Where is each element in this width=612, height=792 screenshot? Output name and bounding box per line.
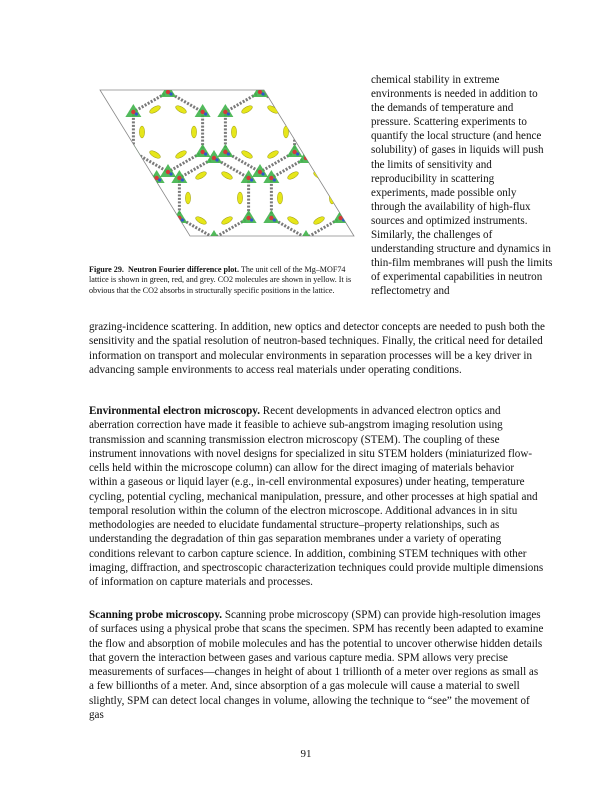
figure-caption-text: The unit cell of the Mg–MOF74 lattice is shown in green, red, and grey. CO2 molecules are shown in yellow. It is obvious that the CO2 absorbs in structurally specific positions in the lattice. bbox=[89, 265, 352, 295]
oxygen-atom bbox=[292, 110, 296, 114]
oxygen-atom bbox=[120, 236, 124, 240]
carbon-atom bbox=[261, 172, 264, 175]
carbon-atom bbox=[273, 218, 276, 221]
page-number: 91 bbox=[300, 748, 312, 760]
co2-molecule bbox=[103, 215, 116, 226]
oxygen-atom bbox=[88, 216, 90, 220]
mof-lattice-plot bbox=[88, 80, 360, 262]
carbon-atom bbox=[215, 158, 218, 161]
environmental-em-paragraph bbox=[89, 404, 545, 589]
carbon-atom bbox=[273, 178, 276, 181]
metal-node bbox=[88, 170, 95, 183]
co2-molecule bbox=[139, 126, 144, 138]
figure-29-image bbox=[88, 80, 360, 262]
figure-caption-label: Figure 29. Neutron Fourier difference plot. bbox=[89, 265, 240, 274]
co2-molecule bbox=[129, 170, 142, 181]
carbon-atom bbox=[158, 218, 161, 221]
figure-caption bbox=[89, 265, 357, 296]
carbon-atom bbox=[89, 178, 92, 181]
carbon-atom bbox=[227, 152, 230, 155]
metal-node bbox=[114, 150, 130, 163]
carbon-atom bbox=[307, 238, 310, 241]
environmental-em-heading: Environmental electron microscopy. bbox=[89, 405, 261, 417]
environmental-em-text: Recent developments in advanced electron optics and aberration correction have made it feasible to achieve sub-angstrom imaging resolution using transmission and scanning transmission electron microscopy (STEM). The coupling of these instrument innovations with novel designs for specialized in situ STEM holders (miniaturized flow-cells held within the microscope column) can allow for the direct imaging of materials behavior within a gaseous or liquid layer (e.g., in-cell environmental exposures) under heating, temperature cycling, potential cycling, mechanical manipulation, pressure, and other processes at high spatial and temporal resolution within the column of the electron microscope. Additional advances in in situ methodologies are needed to elucidate fundamental structure–property relationships, such as understanding the degradation of thin gas separation membranes under a variety of operating conditions relevant to carbon capture science. In addition, combining STEM techniques with other imaging, diffraction, and spectroscopic characterization techniques could provide multiple dimensions of information on capture materials and processes. bbox=[89, 405, 544, 588]
oxygen-atom bbox=[154, 216, 158, 220]
carbon-atom bbox=[250, 218, 253, 221]
carbon-atom bbox=[89, 218, 92, 221]
co2-molecule bbox=[231, 126, 236, 138]
scanning-probe-text: Scanning probe microscopy (SPM) can provide high-resolution images of surfaces using a physical probe that scans the specimen. SPM has recently been adapted to examine the flow and absorption of mobile molecules and has the potential to uncover otherwise hidden details that govern the interaction between gases and various capture media. SPM allows very precise measurements of surfaces—changes in height of about 1 trillionth of a meter over regions as small as a few billionths of a meter. And, since absorption of a gas molecule will cause a material to swell slightly, SPM can detect local changes in volume, allowing the technique to “see” the movement of gas bbox=[89, 609, 544, 721]
carbon-atom bbox=[215, 238, 218, 241]
carbon-atom bbox=[342, 178, 345, 181]
oxygen-atom bbox=[304, 236, 308, 240]
oxygen-atom bbox=[120, 156, 124, 160]
carbon-atom bbox=[250, 178, 253, 181]
co2-molecule bbox=[283, 126, 288, 138]
carbon-atom bbox=[123, 158, 126, 161]
carbon-atom bbox=[135, 112, 138, 115]
carbon-atom bbox=[204, 152, 207, 155]
carbon-atom bbox=[169, 172, 172, 175]
carbon-atom bbox=[296, 112, 299, 115]
carbon-atom bbox=[158, 178, 161, 181]
oxygen-atom bbox=[338, 176, 342, 180]
co2-molecule bbox=[329, 192, 334, 204]
metal-node bbox=[287, 104, 303, 117]
scanning-probe-heading: Scanning probe microscopy. bbox=[89, 609, 223, 621]
right-column-paragraph: chemical stability in extreme environments is needed in addition to the demands of temperature and pressure. Scattering experiments to quantify the local structure (and hence solubility) of gases in liquids will push the limits of sensitivity and reproducibility in scattering experiments, made possible only through the availability of high-flux sources and optimized instruments. Similarly, the challenges of understanding structure and dynamics in thin-film membranes will push the limits of experimental capabilities in neutron reflectometry and bbox=[371, 74, 553, 298]
carbon-atom bbox=[296, 152, 299, 155]
co2-molecule bbox=[103, 170, 116, 181]
metal-node bbox=[88, 210, 95, 223]
oxygen-atom bbox=[131, 150, 135, 154]
metal-node bbox=[149, 210, 165, 223]
co2-molecule bbox=[145, 192, 150, 204]
carbon-atom bbox=[227, 112, 230, 115]
continuation-paragraph: grazing-incidence scattering. In addition, new optics and detector concepts are needed to push both the sensitivity and the spatial resolution of neutron-based techniques. Finally, the critical need for detailed information on transport and molecular environments in separation processes will be a key driver in advancing sample environments to access real materials under operating conditions. bbox=[89, 321, 545, 376]
metal-node bbox=[333, 170, 349, 183]
carbon-atom bbox=[181, 178, 184, 181]
framework-ring bbox=[88, 158, 157, 238]
carbon-atom bbox=[169, 92, 172, 95]
co2-molecule bbox=[93, 192, 98, 204]
co2-molecule bbox=[129, 215, 142, 226]
carbon-atom bbox=[123, 238, 126, 241]
oxygen-atom bbox=[88, 176, 90, 180]
oxygen-atom bbox=[212, 236, 216, 240]
co2-molecule bbox=[185, 192, 190, 204]
carbon-atom bbox=[135, 152, 138, 155]
co2-molecule bbox=[237, 192, 242, 204]
co2-molecule bbox=[191, 126, 196, 138]
scanning-probe-paragraph bbox=[89, 608, 545, 722]
co2-molecule bbox=[277, 192, 282, 204]
carbon-atom bbox=[204, 112, 207, 115]
carbon-atom bbox=[261, 92, 264, 95]
metal-node bbox=[114, 230, 130, 243]
carbon-atom bbox=[181, 218, 184, 221]
